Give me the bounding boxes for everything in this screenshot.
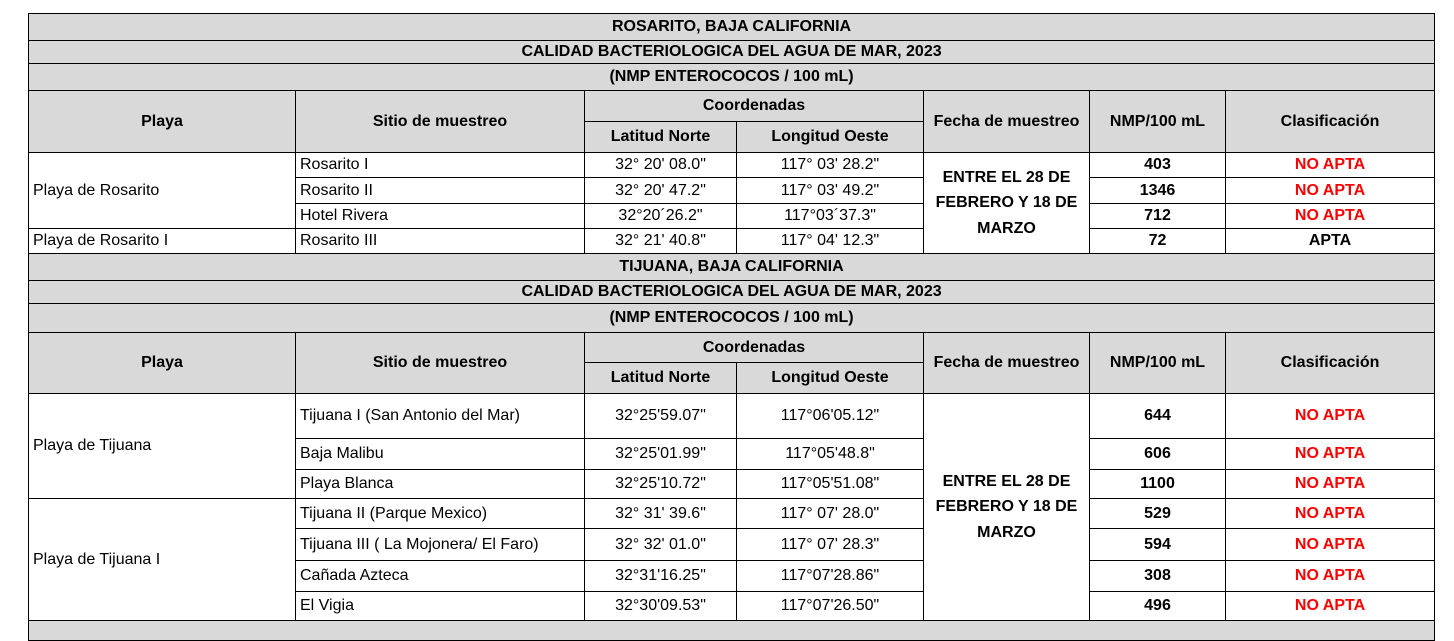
latitud-cell: 32°25'10.72" bbox=[585, 470, 737, 499]
sitio-cell: Tijuana I (San Antonio del Mar) bbox=[296, 394, 585, 439]
section-title: ROSARITO, BAJA CALIFORNIA bbox=[29, 14, 1435, 41]
header-clasificacion: Clasificación bbox=[1226, 91, 1435, 153]
sitio-cell: Hotel Rivera bbox=[296, 204, 585, 229]
clasificacion-cell: NO APTA bbox=[1226, 178, 1435, 204]
sitio-cell: Tijuana III ( La Mojonera/ El Faro) bbox=[296, 529, 585, 561]
header-sitio: Sitio de muestreo bbox=[296, 91, 585, 153]
longitud-cell: 117°06'05.12" bbox=[737, 394, 924, 439]
latitud-cell: 32°31'16.25" bbox=[585, 561, 737, 592]
sitio-cell: Cañada Azteca bbox=[296, 561, 585, 592]
section-units: (NMP ENTEROCOCOS / 100 mL) bbox=[29, 304, 1435, 333]
clasificacion-cell: NO APTA bbox=[1226, 529, 1435, 561]
nmp-cell: 529 bbox=[1090, 499, 1226, 529]
clasificacion-cell: NO APTA bbox=[1226, 561, 1435, 592]
longitud-cell: 117°03´37.3" bbox=[737, 204, 924, 229]
footer-band bbox=[29, 621, 1435, 641]
clasificacion-cell: APTA bbox=[1226, 229, 1435, 254]
playa-cell: Playa de Rosarito bbox=[29, 153, 296, 229]
sitio-cell: El Vigia bbox=[296, 592, 585, 621]
header-playa: Playa bbox=[29, 333, 296, 394]
sitio-cell: Baja Malibu bbox=[296, 439, 585, 470]
header-playa: Playa bbox=[29, 91, 296, 153]
longitud-cell: 117°07'26.50" bbox=[737, 592, 924, 621]
header-coordenadas: Coordenadas bbox=[585, 333, 924, 363]
latitud-cell: 32°20´26.2" bbox=[585, 204, 737, 229]
nmp-cell: 496 bbox=[1090, 592, 1226, 621]
header-clasificacion: Clasificación bbox=[1226, 333, 1435, 394]
header-sitio: Sitio de muestreo bbox=[296, 333, 585, 394]
latitud-cell: 32° 20' 47.2" bbox=[585, 178, 737, 204]
latitud-cell: 32° 21' 40.8" bbox=[585, 229, 737, 254]
clasificacion-cell: NO APTA bbox=[1226, 204, 1435, 229]
fecha-cell: ENTRE EL 28 DE FEBRERO Y 18 DE MARZO bbox=[924, 394, 1090, 621]
sitio-cell: Rosarito III bbox=[296, 229, 585, 254]
playa-cell: Playa de Tijuana bbox=[29, 394, 296, 499]
latitud-cell: 32° 20' 08.0" bbox=[585, 153, 737, 178]
clasificacion-cell: NO APTA bbox=[1226, 439, 1435, 470]
section-units: (NMP ENTEROCOCOS / 100 mL) bbox=[29, 64, 1435, 91]
header-nmp: NMP/100 mL bbox=[1090, 333, 1226, 394]
nmp-cell: 308 bbox=[1090, 561, 1226, 592]
longitud-cell: 117° 07' 28.3" bbox=[737, 529, 924, 561]
nmp-cell: 1100 bbox=[1090, 470, 1226, 499]
header-fecha: Fecha de muestreo bbox=[924, 333, 1090, 394]
nmp-cell: 403 bbox=[1090, 153, 1226, 178]
section-subtitle: CALIDAD BACTERIOLOGICA DEL AGUA DE MAR, 2023 bbox=[29, 281, 1435, 304]
clasificacion-cell: NO APTA bbox=[1226, 153, 1435, 178]
playa-cell: Playa de Rosarito I bbox=[29, 229, 296, 254]
section-subtitle: CALIDAD BACTERIOLOGICA DEL AGUA DE MAR, 2023 bbox=[29, 41, 1435, 64]
sitio-cell: Rosarito I bbox=[296, 153, 585, 178]
clasificacion-cell: NO APTA bbox=[1226, 499, 1435, 529]
clasificacion-cell: NO APTA bbox=[1226, 394, 1435, 439]
longitud-cell: 117° 04' 12.3" bbox=[737, 229, 924, 254]
header-latitud: Latitud Norte bbox=[585, 122, 737, 153]
sitio-cell: Playa Blanca bbox=[296, 470, 585, 499]
water-quality-document bbox=[28, 13, 1435, 641]
nmp-cell: 644 bbox=[1090, 394, 1226, 439]
nmp-cell: 606 bbox=[1090, 439, 1226, 470]
nmp-cell: 1346 bbox=[1090, 178, 1226, 204]
latitud-cell: 32° 32' 01.0" bbox=[585, 529, 737, 561]
table-row bbox=[29, 499, 1435, 529]
table-row bbox=[29, 394, 1435, 439]
nmp-cell: 712 bbox=[1090, 204, 1226, 229]
longitud-cell: 117° 07' 28.0" bbox=[737, 499, 924, 529]
latitud-cell: 32°25'59.07" bbox=[585, 394, 737, 439]
longitud-cell: 117°07'28.86" bbox=[737, 561, 924, 592]
nmp-cell: 594 bbox=[1090, 529, 1226, 561]
latitud-cell: 32°30'09.53" bbox=[585, 592, 737, 621]
longitud-cell: 117° 03' 49.2" bbox=[737, 178, 924, 204]
section-title: TIJUANA, BAJA CALIFORNIA bbox=[29, 254, 1435, 281]
nmp-cell: 72 bbox=[1090, 229, 1226, 254]
header-longitud: Longitud Oeste bbox=[737, 122, 924, 153]
longitud-cell: 117°05'51.08" bbox=[737, 470, 924, 499]
water-quality-table bbox=[28, 13, 1435, 641]
table-row bbox=[29, 153, 1435, 178]
header-longitud: Longitud Oeste bbox=[737, 363, 924, 394]
clasificacion-cell: NO APTA bbox=[1226, 592, 1435, 621]
latitud-cell: 32°25'01.99" bbox=[585, 439, 737, 470]
longitud-cell: 117° 03' 28.2" bbox=[737, 153, 924, 178]
header-coordenadas: Coordenadas bbox=[585, 91, 924, 122]
fecha-cell: ENTRE EL 28 DE FEBRERO Y 18 DE MARZO bbox=[924, 153, 1090, 254]
playa-cell: Playa de Tijuana I bbox=[29, 499, 296, 621]
header-nmp: NMP/100 mL bbox=[1090, 91, 1226, 153]
clasificacion-cell: NO APTA bbox=[1226, 470, 1435, 499]
table-row bbox=[29, 229, 1435, 254]
latitud-cell: 32° 31' 39.6" bbox=[585, 499, 737, 529]
header-latitud: Latitud Norte bbox=[585, 363, 737, 394]
sitio-cell: Rosarito II bbox=[296, 178, 585, 204]
longitud-cell: 117°05'48.8" bbox=[737, 439, 924, 470]
header-fecha: Fecha de muestreo bbox=[924, 91, 1090, 153]
sitio-cell: Tijuana II (Parque Mexico) bbox=[296, 499, 585, 529]
